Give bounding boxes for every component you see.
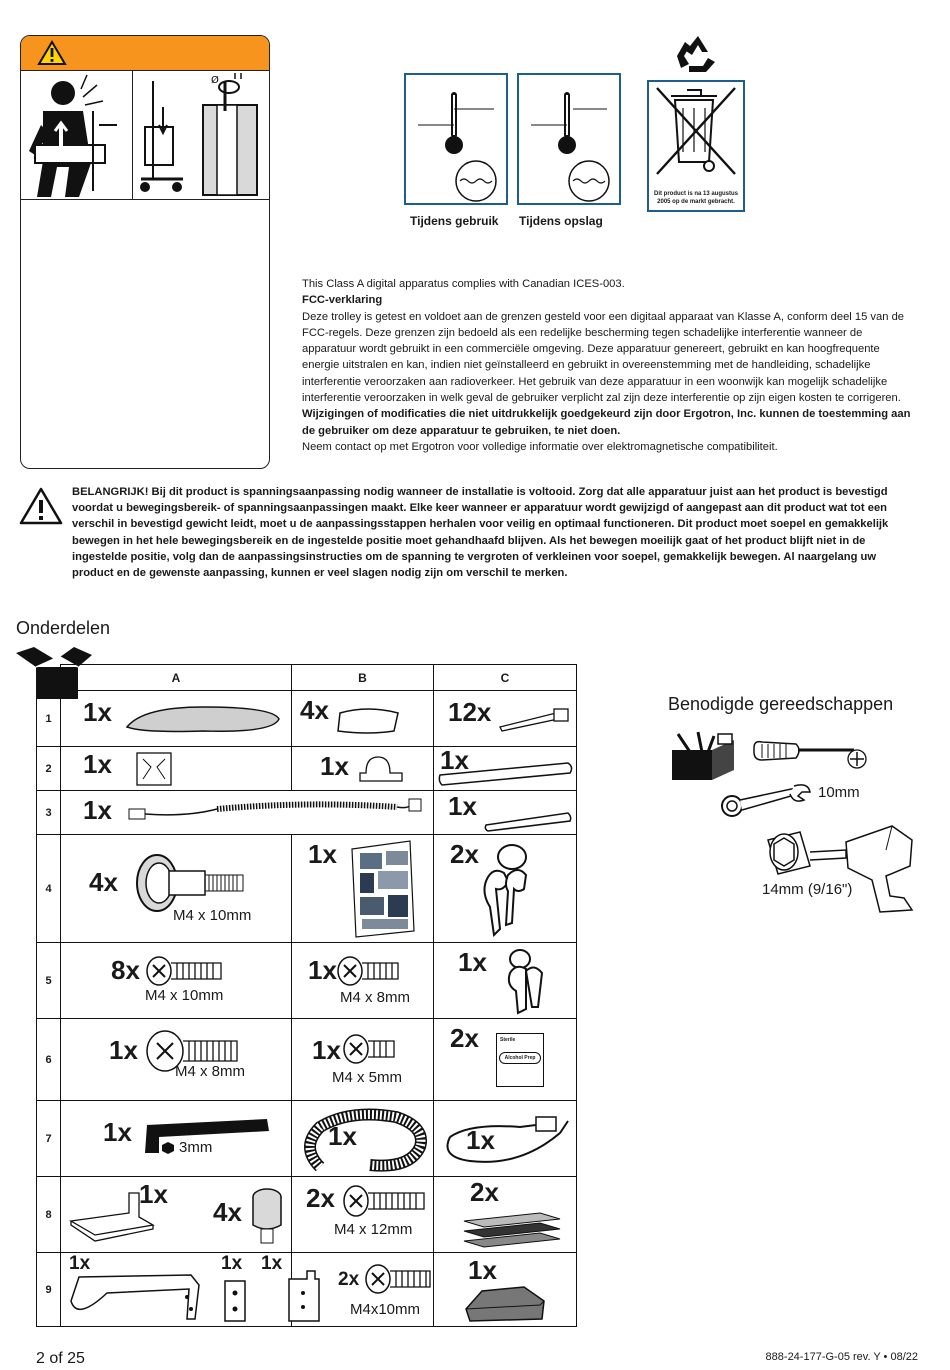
toolbox-icon — [668, 730, 740, 782]
phillips-screw-icon — [342, 1033, 398, 1065]
weee-symbol-box — [647, 80, 745, 212]
alcohol-prep-packet — [496, 1033, 544, 1087]
part-cell — [292, 747, 434, 791]
quantity: 2x — [470, 1177, 499, 1207]
pad-icon — [332, 705, 404, 737]
strap-icon — [440, 1107, 574, 1169]
quantity: 1x — [69, 1253, 91, 1274]
phillips-screw-icon — [342, 1183, 428, 1219]
part-cell — [61, 943, 292, 1019]
recycle-icon — [675, 34, 721, 74]
during-use-label: Tijdens gebruik — [410, 214, 499, 228]
part-cell — [292, 835, 434, 943]
part-cell — [292, 1253, 434, 1327]
svg-text:Ø: Ø — [211, 75, 219, 86]
quantity: 1x — [103, 1117, 132, 1147]
quantity: 1x — [139, 1179, 168, 1209]
quantity: 1x — [448, 791, 477, 821]
part-cell — [61, 1253, 292, 1327]
quantity: 1x — [261, 1253, 283, 1274]
small-bracket-icon — [221, 1279, 249, 1323]
ices-statement: This Class A digital apparatus complies with Canadian ICES-003. — [302, 278, 625, 290]
parts-table — [36, 664, 577, 1327]
part-cell — [61, 1019, 292, 1101]
parts-title: Onderdelen — [16, 618, 111, 638]
part-cell — [434, 835, 577, 943]
part-cell — [434, 1177, 577, 1253]
quantity: 8x — [111, 955, 140, 985]
part-cell — [292, 1019, 434, 1101]
quantity: 2x — [450, 839, 479, 869]
part-cell — [434, 943, 577, 1019]
handle-bar-icon — [123, 701, 283, 737]
quantity: 1x — [328, 1121, 357, 1151]
parts-row — [37, 691, 577, 747]
part-cell — [61, 1177, 292, 1253]
quantity: 1x — [308, 839, 337, 869]
important-notice: BELANGRIJK! Bij dit product is spanningsaanpassing nodig wanneer de installatie is voltooid. Zorg dat alle apparatuur juist aan het product is bevestigd voordat u bewegingsbereik- of spanningsaanpassingen maakt. Elke keer wanneer er apparatuur wordt gewijzigd of aangepast aan dit product wat tot een verschil in bevestigd gewicht leidt, moet u de aanpassingsstappen herhalen voor veilig en optimaal functioneren. Dit product moet soepel en gemakkelijk bewegen in het hele bewegingsbereik en de ingestelde positie moet gehandhaafd blijven. Als het bewegen moeilijk gaat of het product blijft niet in de ingestelde positie, volg dan de aanpassingsinstructies om de spanning te vergroten of verkleinen voor soepel, gemakkelijk bewegen. Al naargelang uw product en de gewenste aanpassing, kunnen er veel slagen nodig zijn om verschil te merken. — [72, 486, 889, 580]
row-number: 9 — [37, 1253, 61, 1327]
quantity: 1x — [109, 1035, 138, 1065]
phillips-bit-icon — [846, 748, 868, 770]
wrench-size-label: 10mm — [818, 784, 860, 801]
strip-icon — [484, 809, 574, 833]
packet-label: Alcohol Prep — [499, 1052, 541, 1064]
quantity: 1x — [83, 795, 112, 825]
part-cell — [61, 791, 434, 835]
screw-size-label: M4 x 12mm — [334, 1221, 413, 1238]
warning-triangle-icon — [37, 40, 67, 66]
column-a-header: A — [61, 665, 292, 691]
quantity: 4x — [89, 867, 118, 897]
quantity: 2x — [306, 1183, 335, 1213]
power-cord-icon — [127, 797, 427, 827]
screw-size-label: M4 x 10mm — [173, 907, 252, 924]
quantity: 2x — [450, 1023, 479, 1053]
column-b-header: B — [292, 665, 434, 691]
socket-size-label: 14mm (9/16") — [762, 881, 853, 898]
warning-header — [21, 36, 269, 71]
screw-size-label: M4 x 8mm — [340, 989, 411, 1006]
quantity: 12x — [448, 697, 492, 727]
socket-drill-icon — [762, 822, 922, 914]
part-cell — [434, 1019, 577, 1101]
part-cell — [61, 691, 292, 747]
part-cell — [61, 747, 292, 791]
parts-row — [37, 1253, 577, 1327]
row-number: 7 — [37, 1101, 61, 1177]
screw-size-label: M4 x 10mm — [145, 987, 224, 1004]
hex-size-label: 3mm — [179, 1139, 213, 1156]
part-cell — [434, 1253, 577, 1327]
quantity: 1x — [83, 697, 112, 727]
parts-header-row — [37, 665, 577, 691]
strip-icon — [438, 757, 574, 787]
part-cell — [61, 1101, 292, 1177]
part-cell — [61, 835, 292, 943]
cable-tie-icon — [498, 707, 572, 733]
foot-cap-icon — [464, 1283, 550, 1325]
part-cell — [434, 747, 577, 791]
row-number: 3 — [37, 791, 61, 835]
parts-row — [37, 1019, 577, 1101]
screw-size-label: M4x10mm — [350, 1301, 421, 1318]
operating-temperature-symbol — [404, 73, 508, 205]
velcro-strips-icon — [460, 1207, 568, 1249]
pinch-hazard-illustration — [21, 71, 132, 199]
part-cell — [292, 691, 434, 747]
warning-illustrations — [21, 71, 269, 200]
part-cell — [434, 691, 577, 747]
cable-sleeve-icon — [300, 1107, 428, 1173]
tools-title: Benodigde gereedschappen — [668, 694, 894, 714]
cart-adjustment-illustration — [132, 71, 269, 199]
part-cell — [292, 943, 434, 1019]
quantity: 4x — [300, 695, 329, 725]
document-id: 888-24-177-G-05 rev. Y • 08/22 — [765, 1351, 918, 1363]
fcc-modifications: Wijzigingen of modificaties die niet uitdrukkelijk goedgekeurd zijn door Ergotron, Inc. kunnen de toestemming aan de gebruiker om deze apparatuur te gebruiken, te niet doen. — [302, 408, 911, 437]
row-number: 8 — [37, 1177, 61, 1253]
wrench-icon — [718, 782, 814, 820]
parts-row — [37, 747, 577, 791]
screw-size-label: M4 x 8mm — [175, 1063, 246, 1080]
crossed-out-bin-icon — [649, 82, 743, 182]
quantity: 4x — [213, 1197, 242, 1227]
column-c-header: C — [434, 665, 577, 691]
instruction-poster-icon — [348, 839, 418, 939]
phillips-screw-icon — [145, 955, 225, 987]
parts-row — [37, 835, 577, 943]
quantity: 1x — [468, 1255, 497, 1285]
phillips-screw-icon — [364, 1263, 432, 1295]
packet-brand: Sterile — [500, 1037, 516, 1043]
part-cell — [434, 1101, 577, 1177]
part-cell — [292, 1101, 434, 1177]
row-number: 5 — [37, 943, 61, 1019]
bracket-plate-icon — [135, 751, 175, 787]
quantity: 1x — [308, 955, 337, 985]
caution-triangle-icon — [18, 486, 64, 526]
parts-row — [37, 943, 577, 1019]
quantity: 1x — [83, 749, 112, 779]
quantity: 1x — [312, 1035, 341, 1065]
parts-row — [37, 791, 577, 835]
key-icon — [502, 947, 552, 1017]
quantity: 1x — [466, 1125, 495, 1155]
page-number: 2 of 25 — [36, 1350, 85, 1367]
mounting-bracket-icon — [67, 1267, 213, 1323]
screw-size-label: M4 x 5mm — [332, 1069, 403, 1086]
cable-clip-icon — [354, 753, 406, 787]
weee-date-note: Dit product is na 13 augustus 2005 op de markt gebracht. — [653, 191, 738, 205]
storage-temperature-symbol — [517, 73, 621, 205]
parts-row — [37, 1101, 577, 1177]
row-number: 2 — [37, 747, 61, 791]
safety-warning-panel — [20, 35, 270, 469]
thumbscrew-icon — [135, 853, 247, 915]
quantity: 1x — [458, 947, 487, 977]
during-storage-label: Tijdens opslag — [519, 214, 603, 228]
quantity: 2x — [338, 1269, 360, 1290]
quantity: 1x — [320, 751, 349, 781]
caster-plug-icon — [249, 1185, 285, 1249]
hex-icon — [161, 1141, 175, 1155]
quantity: 1x — [440, 745, 469, 775]
row-number: 1 — [37, 691, 61, 747]
part-cell — [434, 791, 577, 835]
row-number: 4 — [37, 835, 61, 943]
fcc-body: Deze trolley is getest en voldoet aan de grenzen gesteld voor een digitaal apparaat van Klasse A, conform deel 15 van de FCC-regels. Deze grenzen zijn bedoeld als een redelijke bescherming tegen schadelijke interferentie wanneer de apparatuur wordt gebruikt in een commerciële omgeving. Deze apparatuur genereert, gebruikt en kan hoogfrequente energie uitstralen en kan, indien niet geïnstalleerd en gebruikt in overeenstemming met de handleiding, schadelijke interferentie veroorzaken aan radioverkeer. Het gebruik van deze apparatuur in een woonwijk kan mogelijk schadelijke interferentie veroorzaken in welk geval de gebruiker verplicht zal zijn deze interferentie op zijn eigen kosten te corrigeren. — [302, 310, 905, 405]
fcc-contact: Neem contact op met Ergotron voor volledige informatie over elektromagnetische compatibiliteit. — [302, 440, 778, 453]
part-cell — [292, 1177, 434, 1253]
quantity: 1x — [221, 1253, 243, 1274]
keys-icon — [478, 841, 558, 939]
fcc-heading: FCC-verklaring — [302, 294, 383, 307]
phillips-screw-icon — [336, 955, 402, 987]
parts-row — [37, 1177, 577, 1253]
compliance-statement — [302, 276, 912, 455]
row-number: 6 — [37, 1019, 61, 1101]
